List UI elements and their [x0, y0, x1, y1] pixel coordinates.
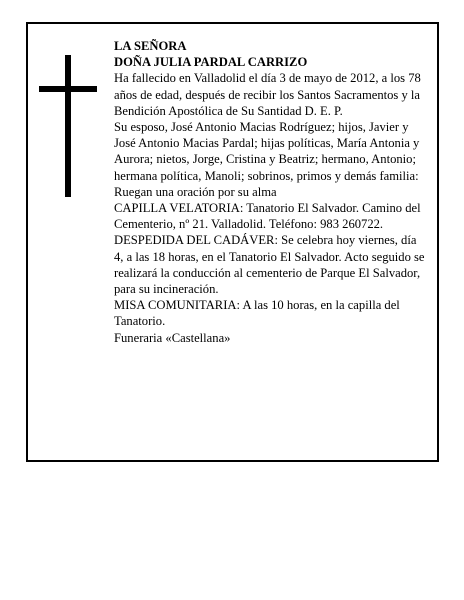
death-notice: Ha fallecido en Valladolid el día 3 de mayo de 2012, a los 78 años de edad, después de recibir los Santos Sacramentos y la Bendición Apostólica de Su Santidad D. E. P.: [114, 71, 421, 118]
funeral-home: Funeraria «Castellana»: [114, 330, 231, 345]
title-line: LA SEÑORA: [114, 39, 187, 53]
farewell-info: DESPEDIDA DEL CADÁVER: Se celebra hoy viernes, día 4, a las 18 horas, en el Tanatorio El Salvador. Acto seguido se realizará la conducción al cementerio de Parque El Salvador, para su incineración.: [114, 233, 425, 297]
cross-vertical-bar: [65, 55, 71, 197]
prayer-request: Ruegan una oración por su alma: [114, 184, 277, 199]
family-list: Su esposo, José Antonio Macias Rodríguez; hijos, Javier y José Antonio Macias Pardal; hijas políticas, María Antonia y Aurora; nietos, Jorge, Cristina y Beatriz; hermano, Antonio; hermana política, Manoli; sobrinos, primos y demás familia:: [114, 120, 420, 183]
notice-text: [114, 38, 426, 346]
cross-horizontal-bar: [39, 86, 97, 92]
deceased-name: DOÑA JULIA PARDAL CARRIZO: [114, 55, 308, 70]
chapel-info: CAPILLA VELATORIA: Tanatorio El Salvador. Camino del Cementerio, nº 21. Valladolid. Teléfono: 983 260722.: [114, 201, 421, 232]
mass-info: MISA COMUNITARIA: A las 10 horas, en la capilla del Tanatorio.: [114, 298, 400, 329]
